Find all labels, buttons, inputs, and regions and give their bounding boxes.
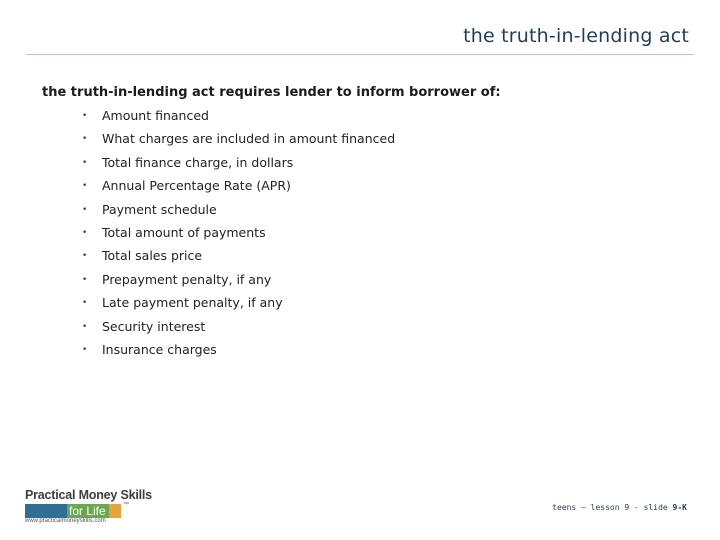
title-divider [26, 54, 694, 55]
bullet-text: Total finance charge, in dollars [102, 154, 294, 170]
bullet-dot-icon: • [82, 274, 88, 285]
logo-url: www.practicalmoneyskills.com [25, 518, 106, 524]
bullet-text: Payment schedule [102, 201, 217, 217]
bullet-dot-icon: • [82, 157, 88, 168]
bullet-text: Insurance charges [102, 342, 217, 357]
bullet-dot-icon: • [82, 321, 88, 332]
logo-band-segment [25, 504, 67, 518]
bullet-dot-icon: • [82, 134, 88, 145]
logo-subtitle: for Life [69, 504, 106, 518]
bullet-text: Total amount of payments [102, 225, 266, 240]
bullet-dot-icon: • [82, 251, 88, 262]
bullet-dot-icon: • [82, 298, 88, 309]
bullet-dot-icon: • [82, 228, 88, 238]
bullet-dot-icon: • [82, 345, 88, 355]
bullet-text: Total sales price [102, 248, 203, 264]
logo-title: Practical Money Skills [25, 488, 152, 502]
bullet-text: Late payment penalty, if any [102, 295, 283, 311]
logo-trademark: ™ [123, 502, 129, 508]
logo-band-segment [109, 504, 121, 518]
bullet-text: Annual Percentage Rate (APR) [102, 178, 291, 194]
bullet-text: Amount financed [102, 108, 209, 123]
bullet-dot-icon: • [82, 181, 88, 192]
slide-title: the truth-in-lending act [463, 25, 689, 47]
bullet-dot-icon: • [82, 204, 88, 215]
slide-footer [552, 503, 687, 512]
footer-label: teens – lesson 9 - slide [552, 503, 673, 512]
bullet-text: What charges are included in amount financed [102, 131, 396, 147]
practical-money-skills-logo [25, 488, 165, 528]
slide-subtitle: the truth-in-lending act requires lender to inform borrower of: [42, 85, 501, 100]
bullet-text: Security interest [102, 318, 206, 334]
bullet-dot-icon: • [82, 111, 88, 121]
slide-number: 9-K [672, 503, 687, 512]
bullet-text: Prepayment penalty, if any [102, 271, 272, 287]
